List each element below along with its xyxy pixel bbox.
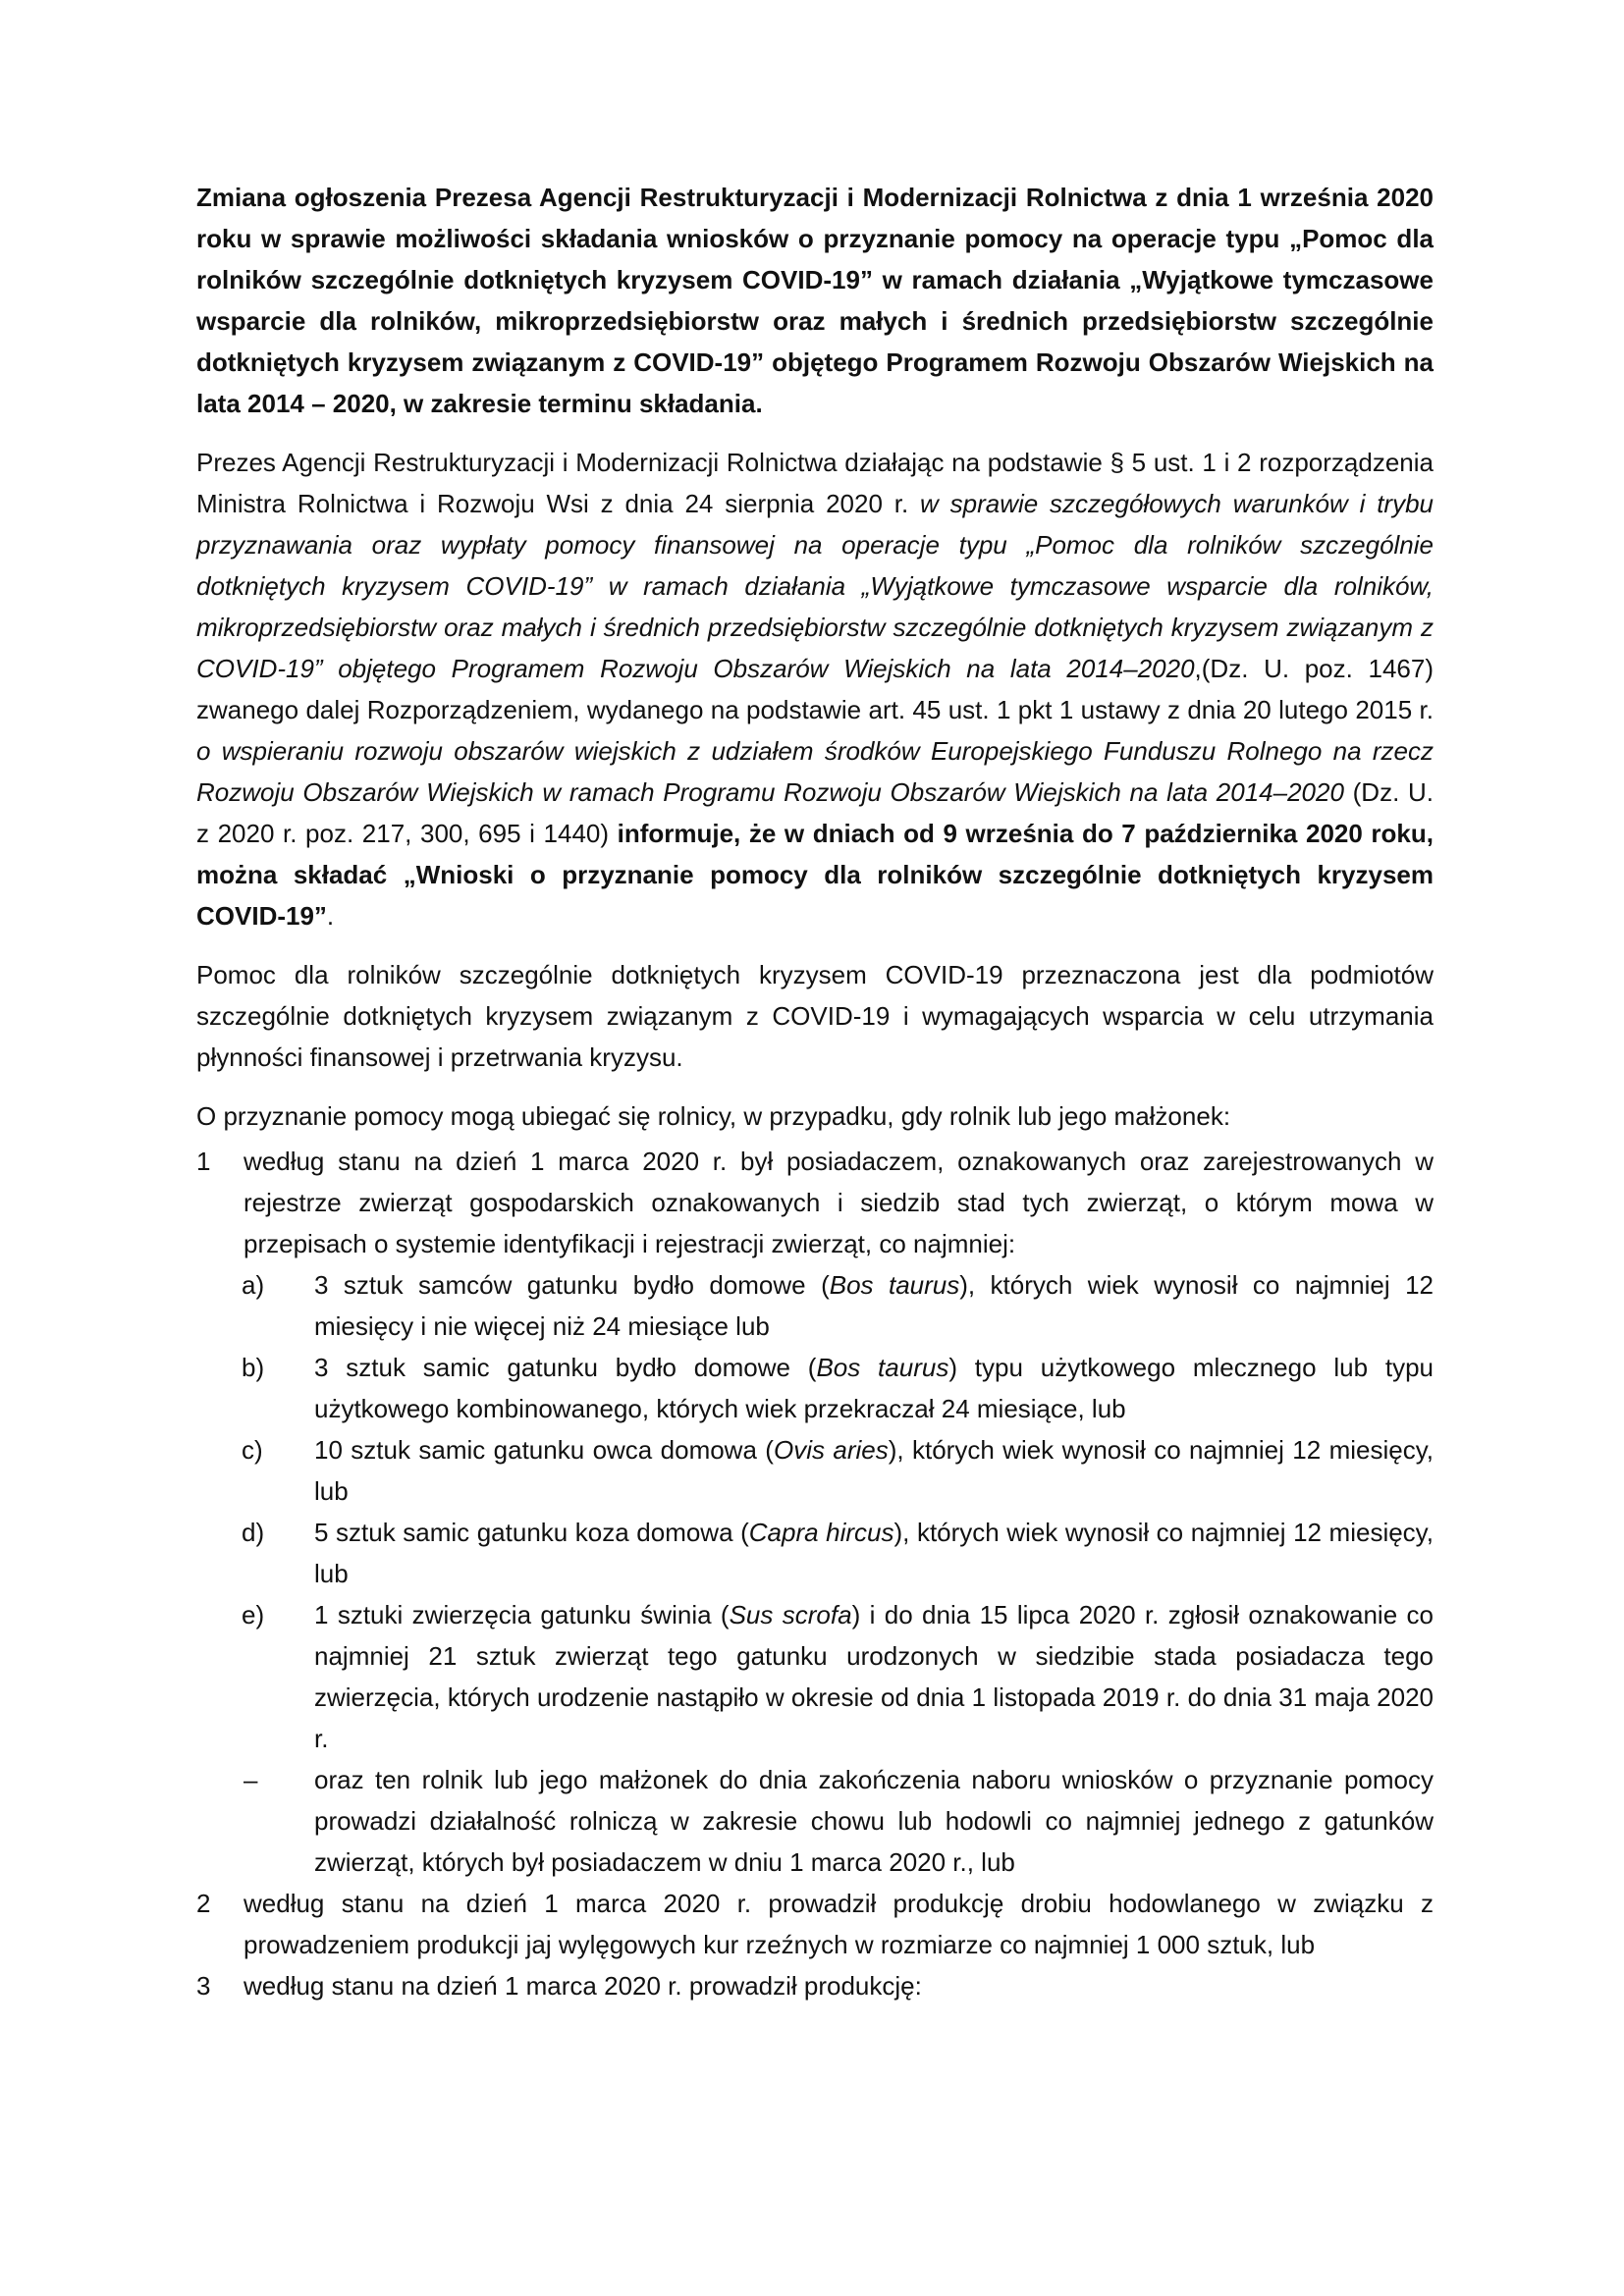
sub-item-text: 3 sztuk samic gatunku bydło domowe ( — [314, 1353, 817, 1382]
document-title: Zmiana ogłoszenia Prezesa Agencji Restrukturyzacji i Modernizacji Rolnictwa z dnia 1 września 2020 roku w sprawie możliwości składania wniosków o przyznanie pomocy na operacje typu „Pomoc dla rolników szczególnie dotkniętych kryzysem COVID-19” w ramach działania „Wyjątkowe tymczasowe wsparcie dla rolników, mikroprzedsiębiorstw oraz małych i średnich przedsiębiorstw szczególnie dotkniętych kryzysem związanym z COVID-19” objętego Programem Rozwoju Obszarów Wiejskich na lata 2014 – 2020, w zakresie terminu składania. — [196, 183, 1434, 418]
list-item-text: według stanu na dzień 1 marca 2020 r. był posiadaczem, oznakowanych oraz zarejestrowanych w rejestrze zwierząt gospodarskich oznakowanych i siedzib stad tych zwierząt, o którym mowa w przepisach o systemie identyfikacji i rejestracji zwierząt, co najmniej: — [244, 1147, 1434, 1258]
species-name: Bos taurus — [816, 1353, 949, 1382]
dash-item — [196, 1759, 1434, 1883]
species-name: Sus scrofa — [729, 1600, 852, 1629]
sub-item-b — [196, 1347, 1434, 1429]
paragraph-legal-basis — [196, 442, 1434, 936]
paragraph-purpose: Pomoc dla rolników szczególnie dotkniętych kryzysem COVID-19 przeznaczona jest dla podmiotów szczególnie dotkniętych kryzysem związanym z COVID-19 i wymagających wsparcia w celu utrzymania płynności finansowej i przetrwania kryzysu. — [196, 960, 1434, 1072]
regulation-title: w sprawie szczegółowych warunków i trybu przyznawania oraz wypłaty pomocy finansowej na operacje typu „Pomoc dla rolników szczególnie dotkniętych kryzysem COVID-19” w ramach działania „Wyjątkowe tymczasowe wsparcie dla rolników, mikroprzedsiębiorstw oraz małych i średnich przedsiębiorstw szczególnie dotkniętych kryzysem związanym z COVID-19” objętego Programem Rozwoju Obszarów Wiejskich na lata 2014–2020 — [196, 489, 1434, 683]
list-item-1 — [196, 1141, 1434, 1264]
species-name: Bos taurus — [829, 1270, 960, 1300]
sub-item-text: 10 sztuk samic gatunku owca domowa ( — [314, 1435, 774, 1465]
legal-basis-text-3: (Dz. U. z 2020 r. poz. 217, 300, 695 i 1440) — [196, 777, 1434, 848]
paragraph-eligibility-intro: O przyznanie pomocy mogą ubiegać się rolnicy, w przypadku, gdy rolnik lub jego małżonek: — [196, 1101, 1231, 1131]
sub-item-text: ), których wiek wynosił co najmniej 12 miesięcy, lub — [314, 1435, 1434, 1506]
sub-item-label: d) — [242, 1518, 265, 1547]
legal-basis-text-2: ,(Dz. U. poz. 1467) zwanego dalej Rozporządzeniem, wydanego na podstawie art. 45 ust. 1 pkt 1 ustawy z dnia 20 lutego 2015 r. — [196, 654, 1434, 724]
sub-item-label: c) — [242, 1435, 263, 1465]
list-item-3 — [196, 1965, 1434, 2006]
legal-basis-end: . — [326, 901, 335, 931]
sub-item-d — [196, 1512, 1434, 1594]
sub-item-text: 3 sztuk samców gatunku bydło domowe ( — [314, 1270, 830, 1300]
sub-item-label: e) — [242, 1600, 265, 1629]
list-number: 3 — [196, 1971, 211, 2001]
document-page — [196, 177, 1434, 2006]
announcement-bold: informuje, że w dniach od 9 września do 7 października 2020 roku, można składać „Wnioski o przyznanie pomocy dla rolników szczególnie dotkniętych kryzysem COVID-19” — [196, 819, 1434, 931]
sub-item-c — [196, 1429, 1434, 1512]
sub-item-text: 5 sztuk samic gatunku koza domowa ( — [314, 1518, 749, 1547]
sub-item-text: ) i do dnia 15 lipca 2020 r. zgłosił oznakowanie co najmniej 21 sztuk zwierząt tego gatunku urodzonych w siedzibie stada posiadacza tego zwierzęcia, których urodzenie nastąpiło w okresie od dnia 1 listopada 2019 r. do dnia 31 maja 2020 r. — [314, 1600, 1434, 1753]
legal-basis-text-1: Prezes Agencji Restrukturyzacji i Modernizacji Rolnictwa działając na podstawie § 5 ust. 1 i 2 rozporządzenia Ministra Rolnictwa i Rozwoju Wsi z dnia 24 sierpnia 2020 r. — [196, 448, 1434, 518]
sub-item-text: ), których wiek wynosił co najmniej 12 miesięcy i nie więcej niż 24 miesiące lub — [314, 1270, 1434, 1341]
species-name: Ovis aries — [773, 1435, 889, 1465]
list-item-text: według stanu na dzień 1 marca 2020 r. prowadził produkcję: — [244, 1971, 922, 2001]
sub-item-text: ) typu użytkowego mlecznego lub typu użytkowego kombinowanego, których wiek przekraczał 24 miesiące, lub — [314, 1353, 1434, 1423]
list-item-text: według stanu na dzień 1 marca 2020 r. prowadził produkcję drobiu hodowlanego w związku z prowadzeniem produkcji jaj wylęgowych kur rzeźnych w rozmiarze co najmniej 1 000 sztuk, lub — [244, 1889, 1434, 1959]
list-number: 2 — [196, 1889, 211, 1918]
list-number: 1 — [196, 1147, 211, 1176]
act-title: o wspieraniu rozwoju obszarów wiejskich z udziałem środków Europejskiego Funduszu Rolnego na rzecz Rozwoju Obszarów Wiejskich w ramach Programu Rozwoju Obszarów Wiejskich na lata 2014–2020 — [196, 736, 1434, 807]
list-item-2 — [196, 1883, 1434, 1965]
sub-item-e — [196, 1594, 1434, 1759]
species-name: Capra hircus — [748, 1518, 894, 1547]
sub-item-a — [196, 1264, 1434, 1347]
sub-item-label: b) — [242, 1353, 265, 1382]
dash-bullet: – — [244, 1765, 258, 1794]
sub-item-text: 1 sztuki zwierzęcia gatunku świnia ( — [314, 1600, 730, 1629]
dash-item-text: oraz ten rolnik lub jego małżonek do dnia zakończenia naboru wniosków o przyznanie pomocy prowadzi działalność rolniczą w zakresie chowu lub hodowli co najmniej jednego z gatunków zwierząt, których był posiadaczem w dniu 1 marca 2020 r., lub — [314, 1765, 1434, 1877]
sub-item-label: a) — [242, 1270, 265, 1300]
sub-item-text: ), których wiek wynosił co najmniej 12 miesięcy, lub — [314, 1518, 1434, 1588]
